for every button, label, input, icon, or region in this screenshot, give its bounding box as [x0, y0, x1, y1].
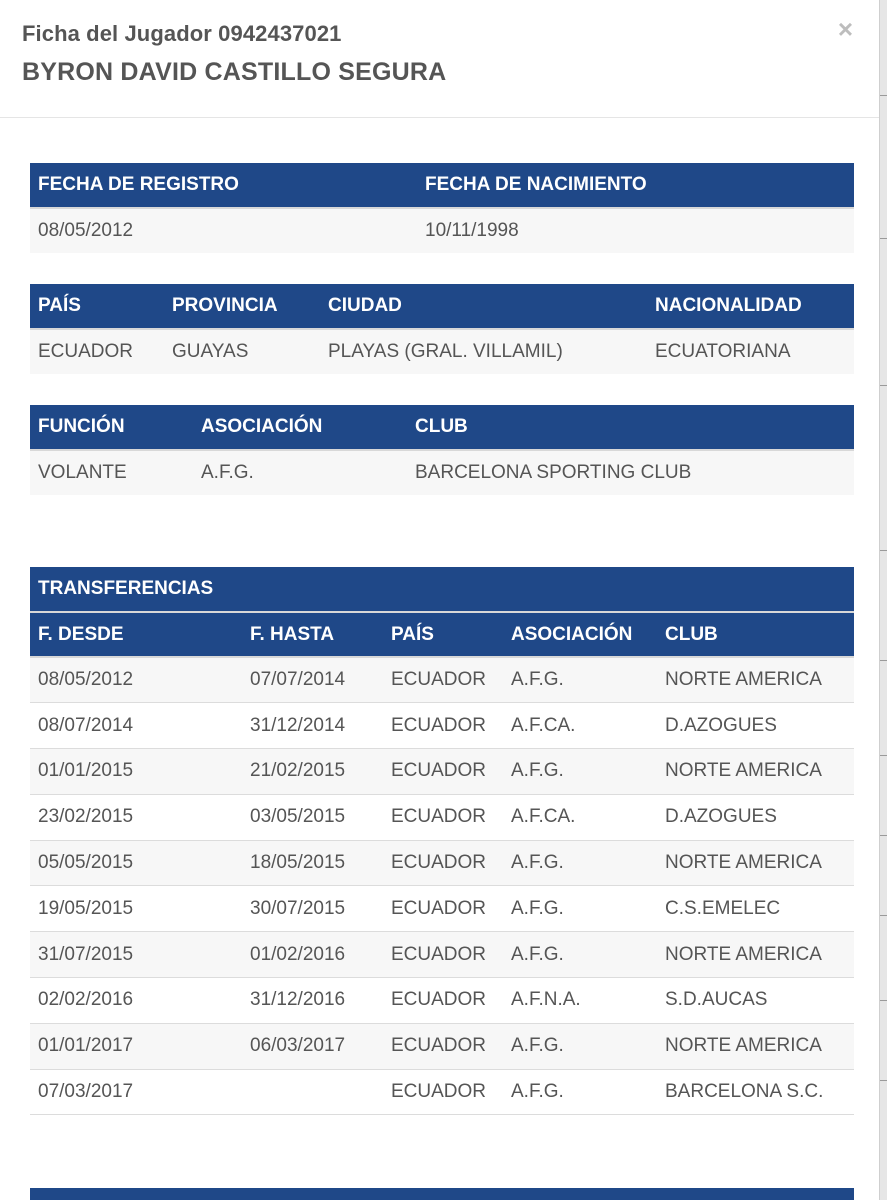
fecha-nacimiento-value: 10/11/1998 [417, 208, 854, 253]
cell-pais: ECUADOR [383, 794, 503, 840]
cell-f-hasta: 01/02/2016 [242, 932, 383, 978]
edge-tick [880, 1080, 887, 1081]
col-pais: PAÍS [383, 612, 503, 657]
cell-f-desde: 01/01/2015 [30, 749, 242, 795]
close-button[interactable]: × [837, 14, 853, 44]
table-row [30, 749, 854, 795]
cell-asociacion: A.F.G. [503, 657, 657, 703]
club-value: BARCELONA SPORTING CLUB [407, 450, 854, 495]
table-row [30, 703, 854, 749]
col-ciudad: CIUDAD [320, 284, 647, 329]
table-row [30, 450, 854, 495]
edge-tick [880, 660, 887, 661]
edge-tick [880, 1000, 887, 1001]
cell-club: NORTE AMERICA [657, 657, 854, 703]
table-row [30, 329, 854, 374]
cell-f-desde: 08/07/2014 [30, 703, 242, 749]
edge-tick [880, 915, 887, 916]
cell-f-hasta: 03/05/2015 [242, 794, 383, 840]
transferencias-table [30, 567, 854, 1115]
registro-table [30, 163, 854, 253]
transferencias-title: TRANSFERENCIAS [30, 567, 854, 612]
col-f-desde: F. DESDE [30, 612, 242, 657]
cell-club: BARCELONA S.C. [657, 1069, 854, 1115]
col-f-hasta: F. HASTA [242, 612, 383, 657]
nacionalidad-value: ECUATORIANA [647, 329, 854, 374]
cell-f-hasta: 31/12/2014 [242, 703, 383, 749]
cell-pais: ECUADOR [383, 749, 503, 795]
cell-club: C.S.EMELEC [657, 886, 854, 932]
cell-asociacion: A.F.CA. [503, 703, 657, 749]
cell-asociacion: A.F.G. [503, 886, 657, 932]
table-row [30, 1069, 854, 1115]
ubicacion-table [30, 284, 854, 374]
cell-pais: ECUADOR [383, 840, 503, 886]
table-row [30, 794, 854, 840]
cell-asociacion: A.F.G. [503, 1069, 657, 1115]
cell-f-hasta: 21/02/2015 [242, 749, 383, 795]
cell-f-desde: 01/01/2017 [30, 1023, 242, 1069]
cell-f-desde: 07/03/2017 [30, 1069, 242, 1115]
cell-pais: ECUADOR [383, 657, 503, 703]
table-row [30, 886, 854, 932]
edge-tick [880, 238, 887, 239]
funcion-table [30, 405, 854, 495]
table-row [30, 932, 854, 978]
cell-f-desde: 05/05/2015 [30, 840, 242, 886]
cell-club: NORTE AMERICA [657, 932, 854, 978]
edge-tick [880, 550, 887, 551]
col-club: CLUB [657, 612, 854, 657]
edge-tick [880, 755, 887, 756]
cell-club: NORTE AMERICA [657, 1023, 854, 1069]
cell-pais: ECUADOR [383, 978, 503, 1024]
cell-f-desde: 19/05/2015 [30, 886, 242, 932]
col-pais: PAÍS [30, 284, 164, 329]
cell-club: NORTE AMERICA [657, 840, 854, 886]
fecha-registro-value: 08/05/2012 [30, 208, 417, 253]
cell-pais: ECUADOR [383, 1069, 503, 1115]
col-provincia: PROVINCIA [164, 284, 320, 329]
table-row [30, 208, 854, 253]
cell-asociacion: A.F.G. [503, 1023, 657, 1069]
edge-tick [880, 95, 887, 96]
player-name: BYRON DAVID CASTILLO SEGURA [22, 58, 447, 86]
cell-pais: ECUADOR [383, 886, 503, 932]
cell-f-hasta: 07/07/2014 [242, 657, 383, 703]
cell-asociacion: A.F.G. [503, 749, 657, 795]
col-nacionalidad: NACIONALIDAD [647, 284, 854, 329]
col-asociacion: ASOCIACIÓN [193, 405, 407, 450]
table-row [30, 1023, 854, 1069]
cell-pais: ECUADOR [383, 1023, 503, 1069]
cell-pais: ECUADOR [383, 932, 503, 978]
funcion-value: VOLANTE [30, 450, 193, 495]
cell-f-desde: 02/02/2016 [30, 978, 242, 1024]
cell-club: D.AZOGUES [657, 703, 854, 749]
modal-title: Ficha del Jugador 0942437021 [22, 21, 342, 46]
edge-tick [880, 385, 887, 386]
table-row [30, 978, 854, 1024]
cell-f-hasta: 06/03/2017 [242, 1023, 383, 1069]
cell-club: D.AZOGUES [657, 794, 854, 840]
ciudad-value: PLAYAS (GRAL. VILLAMIL) [320, 329, 647, 374]
col-fecha-registro: FECHA DE REGISTRO [30, 163, 417, 208]
cell-f-hasta: 30/07/2015 [242, 886, 383, 932]
table-row [30, 840, 854, 886]
modal-header [0, 0, 879, 118]
pais-value: ECUADOR [30, 329, 164, 374]
cell-club: NORTE AMERICA [657, 749, 854, 795]
cell-f-desde: 08/05/2012 [30, 657, 242, 703]
provincia-value: GUAYAS [164, 329, 320, 374]
asociacion-value: A.F.G. [193, 450, 407, 495]
cell-asociacion: A.F.G. [503, 840, 657, 886]
col-funcion: FUNCIÓN [30, 405, 193, 450]
cell-pais: ECUADOR [383, 703, 503, 749]
col-asociacion: ASOCIACIÓN [503, 612, 657, 657]
col-club: CLUB [407, 405, 854, 450]
table-row [30, 657, 854, 703]
cell-asociacion: A.F.G. [503, 932, 657, 978]
cell-club: S.D.AUCAS [657, 978, 854, 1024]
cell-f-hasta [242, 1069, 383, 1115]
cell-asociacion: A.F.N.A. [503, 978, 657, 1024]
cell-f-hasta: 18/05/2015 [242, 840, 383, 886]
cell-f-hasta: 31/12/2016 [242, 978, 383, 1024]
col-fecha-nacimiento: FECHA DE NACIMIENTO [417, 163, 854, 208]
cell-f-desde: 31/07/2015 [30, 932, 242, 978]
edge-tick [880, 835, 887, 836]
background-page-edge [879, 0, 887, 1200]
next-section-header [30, 1188, 854, 1200]
cell-asociacion: A.F.CA. [503, 794, 657, 840]
cell-f-desde: 23/02/2015 [30, 794, 242, 840]
